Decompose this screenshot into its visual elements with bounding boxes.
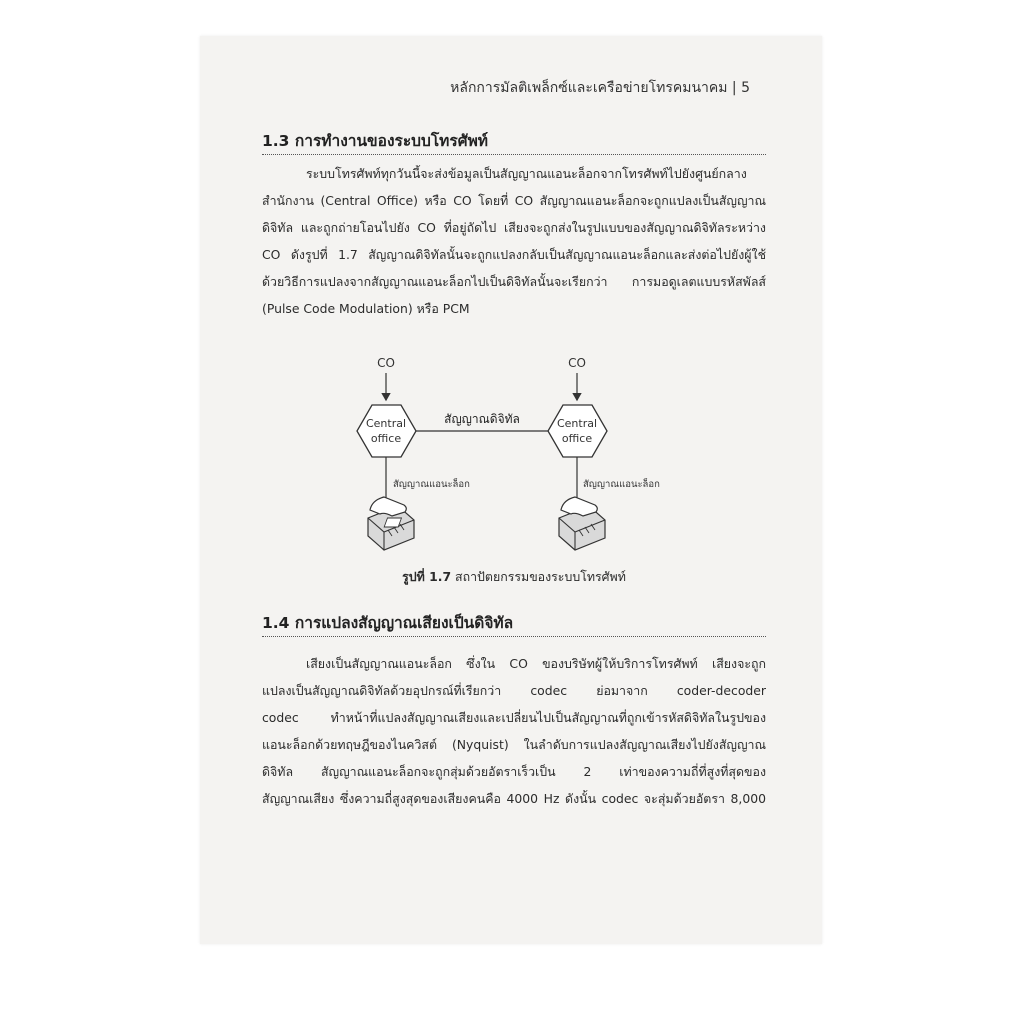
paragraph-line: แอนะล็อกด้วยทฤษฎีของไนควิสต์ (Nyquist) ในลำดับการแปลงสัญญาณเสียงไปยังสัญญาณ [262, 737, 766, 752]
paragraph-line: (Pulse Code Modulation) หรือ PCM [262, 301, 470, 316]
paragraph-line: สำนักงาน (Central Office) หรือ CO โดยที่ CO สัญญาณแอนะล็อกจะถูกแปลงเป็นสัญญาณ [262, 193, 766, 208]
figure-caption-number: รูปที่ 1.7 [402, 569, 452, 584]
right-co-label: CO [568, 356, 586, 370]
figure-caption [262, 568, 766, 587]
section-1-4-paragraph [262, 650, 766, 812]
paragraph-line: ด้วยวิธีการแปลงจากสัญญาณแอนะล็อกไปเป็นดิจิทัลนั้นจะเรียกว่า การมอดูเลตแบบรหัสพัลส์ [262, 274, 766, 289]
left-telephone-icon [368, 497, 414, 550]
heading-divider [262, 636, 766, 637]
paragraph-line: ระบบโทรศัพท์ทุกวันนี้จะส่งข้อมูลเป็นสัญญาณแอนะล็อกจากโทรศัพท์ไปยังศูนย์กลาง [306, 166, 747, 181]
digital-link-label: สัญญาณดิจิทัล [444, 412, 520, 426]
left-node-line1: Central [365, 417, 407, 430]
left-analog-label: สัญญาณแอนะล็อก [393, 479, 470, 490]
right-central-office-hexagon [548, 405, 607, 457]
right-telephone-icon [559, 497, 605, 550]
left-node-line2: office [370, 432, 402, 445]
paragraph-line: CO ดังรูปที่ 1.7 สัญญาณดิจิทัลนั้นจะถูกแปลงกลับเป็นสัญญาณแอนะล็อกและส่งต่อไปยังผู้ใช้ [262, 247, 766, 262]
figure-caption-text: สถาปัตยกรรมของระบบโทรศัพท์ [455, 569, 626, 584]
right-node-line1: Central [556, 417, 598, 430]
right-node-line2: office [561, 432, 593, 445]
paragraph-line: codec ทำหน้าที่แปลงสัญญาณเสียงและเปลี่ยนไปเป็นสัญญาณที่ถูกเข้ารหัสดิจิทัลในรูปของ [262, 710, 766, 725]
paragraph-line: แปลงเป็นสัญญาณดิจิทัลด้วยอุปกรณ์ที่เรียกว่า codec ย่อมาจาก coder-decoder [262, 683, 766, 698]
left-co-label: CO [377, 356, 395, 370]
running-header: หลักการมัลติเพล็กซ์และเครือข่ายโทรคมนาคม | 5 [450, 80, 750, 96]
paragraph-line: เสียงเป็นสัญญาณแอนะล็อก ซึ่งใน CO ของบริษัทผู้ให้บริการโทรศัพท์ เสียงจะถูก [306, 656, 766, 671]
paragraph-line: ดิจิทัล สัญญาณแอนะล็อกจะถูกสุ่มด้วยอัตราเร็วเป็น 2 เท่าของความถี่ที่สูงที่สุดของ [262, 764, 766, 779]
section-1-4-heading: 1.4 การแปลงสัญญาณเสียงเป็นดิจิทัล [262, 614, 514, 632]
paragraph-line: ดิจิทัล และถูกถ่ายโอนไปยัง CO ที่อยู่ถัดไป เสียงจะถูกส่งในรูปแบบของสัญญาณดิจิทัลระหว่าง [262, 220, 766, 235]
left-central-office-hexagon [357, 405, 416, 457]
right-analog-label: สัญญาณแอนะล็อก [583, 479, 660, 490]
paragraph-line: สัญญาณเสียง ซึ่งความถี่สูงสุดของเสียงคนคือ 4000 Hz ดังนั้น codec จะสุ่มด้วยอัตรา 8,000 [262, 791, 766, 806]
section-1-3-heading: 1.3 การทำงานของระบบโทรศัพท์ [262, 132, 488, 150]
